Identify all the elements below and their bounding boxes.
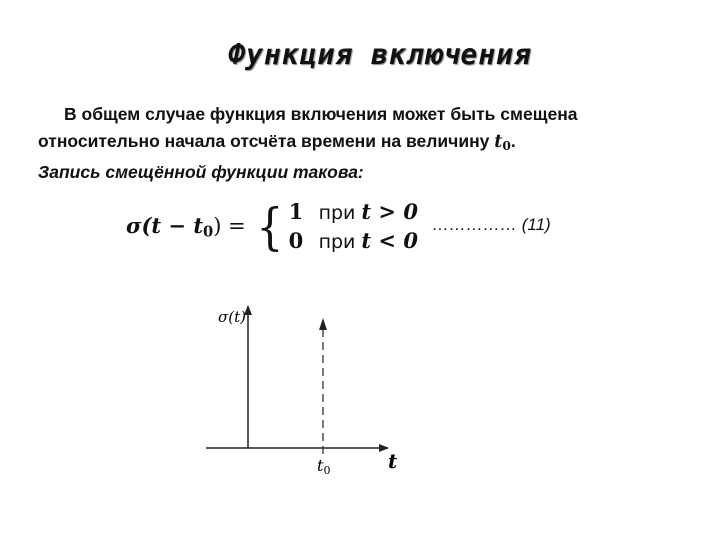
paragraph-line-2	[38, 128, 688, 159]
case-row-1	[289, 198, 418, 227]
paragraph-line-1: В общем случае функция включения может быть смещена	[64, 104, 578, 124]
case-row-2	[289, 227, 418, 256]
shift-variable-subscript: 0	[502, 138, 511, 154]
formula-lhs-equals: ) =	[213, 214, 246, 239]
formula-lhs-text: σ(t − t	[126, 213, 204, 239]
formula-lhs	[126, 213, 246, 241]
step-function-graph	[200, 290, 420, 490]
y-axis-label: σ(t)	[218, 308, 246, 326]
equation-number	[432, 215, 551, 235]
equation-number-label: (11)	[521, 215, 551, 234]
shift-variable	[494, 132, 511, 152]
case-2-value: 0	[288, 228, 304, 253]
left-brace: {	[256, 198, 284, 256]
formula-lhs-subscript: 0	[203, 223, 214, 241]
shift-label-t: t	[317, 456, 324, 475]
equation-dots: ……………	[432, 215, 517, 234]
paragraph-line-2-text: относительно начала отсчёта времени на величину	[38, 131, 495, 151]
case-1-value: 1	[288, 199, 304, 224]
shift-variable-t: t	[494, 132, 503, 152]
shift-arrowhead	[319, 318, 327, 330]
slide-title: Функция включения	[228, 38, 532, 71]
paragraph-line-3: Запись смещённой функции такова:	[38, 162, 364, 183]
body-paragraph	[38, 101, 688, 186]
case-1-condition: t > 0	[361, 199, 418, 224]
shift-label	[317, 456, 330, 477]
case-2-condition: t < 0	[361, 228, 418, 253]
formula-cases	[289, 198, 418, 256]
case-1-word: при	[318, 202, 356, 224]
x-axis-label: t	[388, 449, 398, 473]
case-2-word: при	[318, 231, 356, 253]
shift-label-subscript: 0	[323, 464, 331, 477]
paragraph-line-2-end: .	[510, 131, 516, 151]
shifted-step-formula	[126, 198, 418, 256]
